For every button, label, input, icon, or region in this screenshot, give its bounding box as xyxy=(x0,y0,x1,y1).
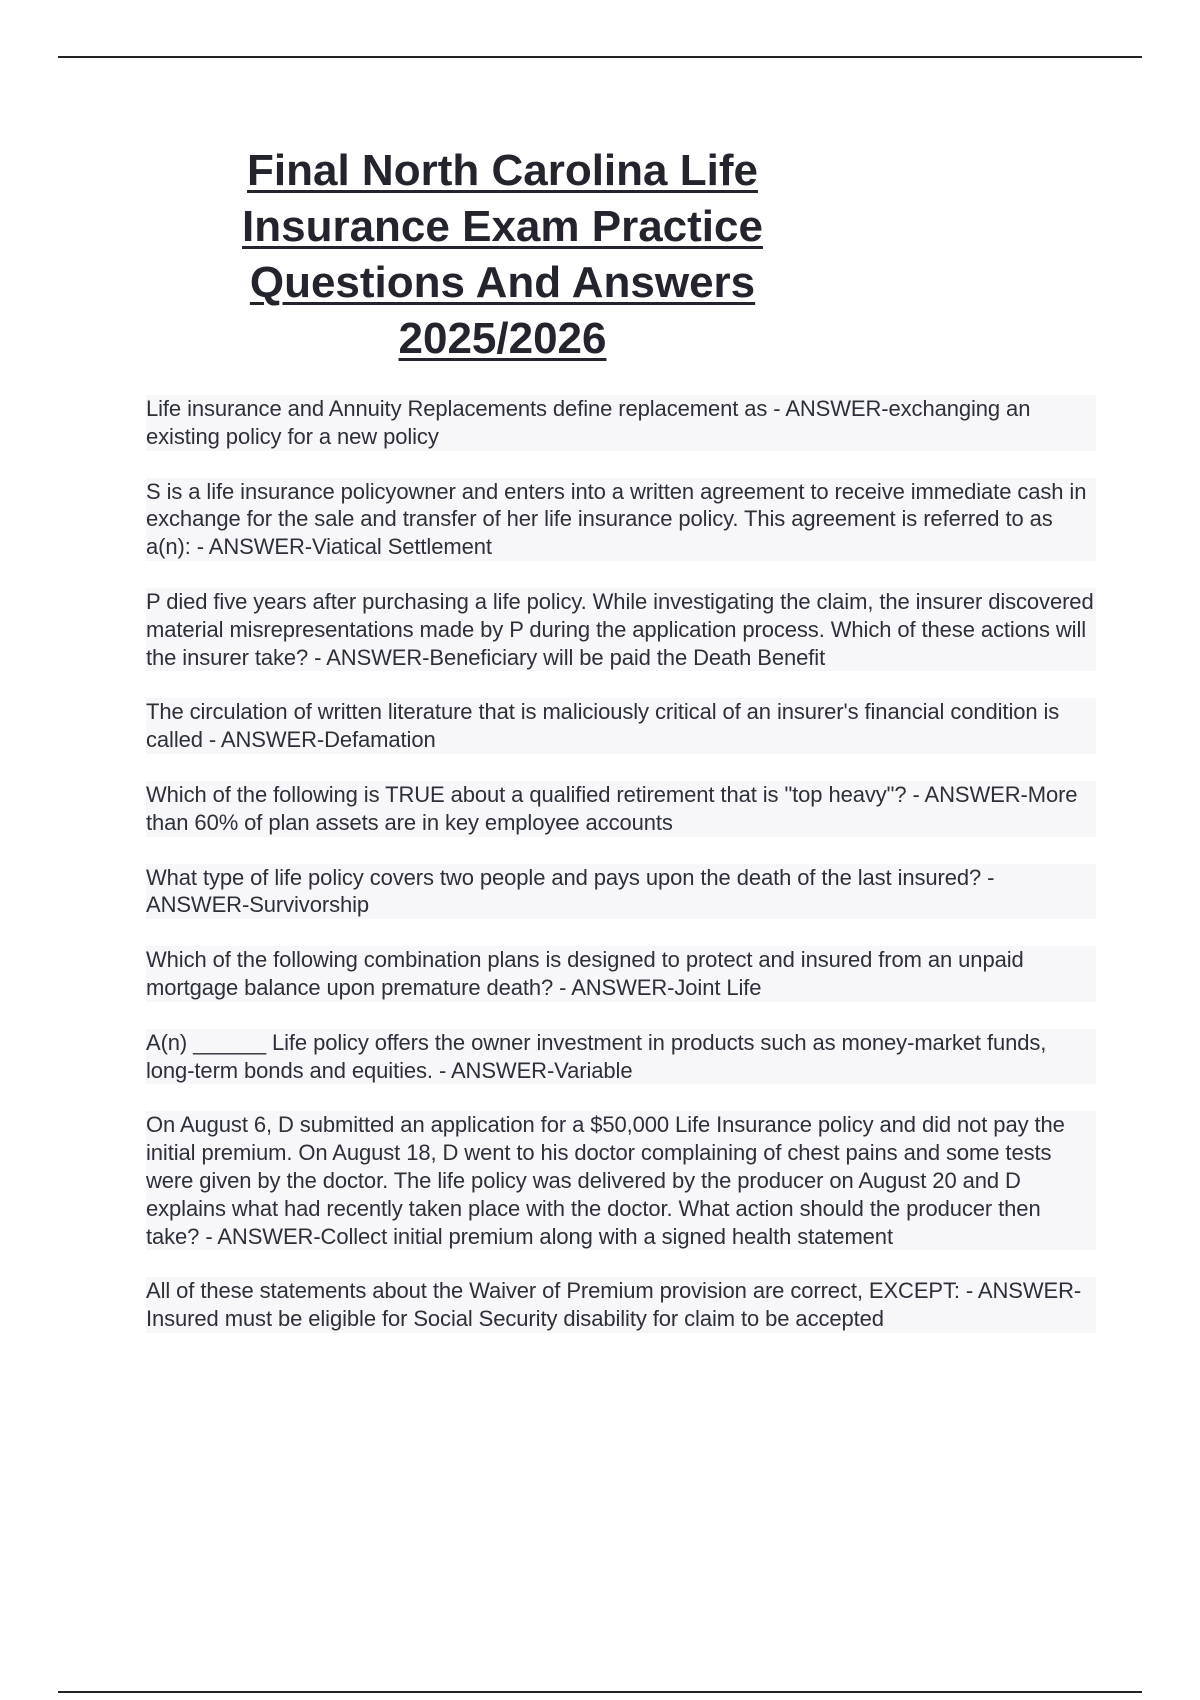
qa-item: Life insurance and Annuity Replacements define replacement as - ANSWER-exchanging an existing policy for a new policy xyxy=(146,395,1096,451)
qa-item: All of these statements about the Waiver of Premium provision are correct, EXCEPT: - ANSWER-Insured must be eligible for Social Security disability for claim to be accepted xyxy=(146,1277,1096,1333)
title-line: Questions And Answers xyxy=(249,258,756,307)
qa-item: Which of the following is TRUE about a qualified retirement that is "top heavy"? - ANSWER-More than 60% of plan assets are in key employee accounts xyxy=(146,781,1096,837)
qa-item: S is a life insurance policyowner and enters into a written agreement to receive immediate cash in exchange for the sale and transfer of her life insurance policy. This agreement is referred to as a(n): - ANSWER-Viatical Settlement xyxy=(146,478,1096,561)
qa-item: What type of life policy covers two people and pays upon the death of the last insured? - ANSWER-Survivorship xyxy=(146,864,1096,920)
question-answer-list xyxy=(146,395,1096,1360)
bottom-rule xyxy=(58,1691,1142,1693)
qa-item: The circulation of written literature that is maliciously critical of an insurer's financial condition is called - ANSWER-Defamation xyxy=(146,698,1096,754)
title-line: Final North Carolina Life xyxy=(247,146,758,195)
qa-item: A(n) ______ Life policy offers the owner investment in products such as money-market funds, long-term bonds and equities. - ANSWER-Variable xyxy=(146,1029,1096,1085)
page-title xyxy=(150,143,855,367)
qa-item: P died five years after purchasing a life policy. While investigating the claim, the insurer discovered material misrepresentations made by P during the application process. Which of these actions will the insurer take? - ANSWER-Beneficiary will be paid the Death Benefit xyxy=(146,588,1096,671)
qa-item: On August 6, D submitted an application for a $50,000 Life Insurance policy and did not pay the initial premium. On August 18, D went to his doctor complaining of chest pains and some tests were given by the doctor. The life policy was delivered by the producer on August 20 and D explains what had recently taken place with the doctor. What action should the producer then take? - ANSWER-Collect initial premium along with a signed health statement xyxy=(146,1111,1096,1250)
title-line: 2025/2026 xyxy=(398,314,607,363)
title-line: Insurance Exam Practice xyxy=(242,202,763,251)
top-rule xyxy=(58,56,1142,58)
qa-item: Which of the following combination plans is designed to protect and insured from an unpaid mortgage balance upon premature death? - ANSWER-Joint Life xyxy=(146,946,1096,1002)
